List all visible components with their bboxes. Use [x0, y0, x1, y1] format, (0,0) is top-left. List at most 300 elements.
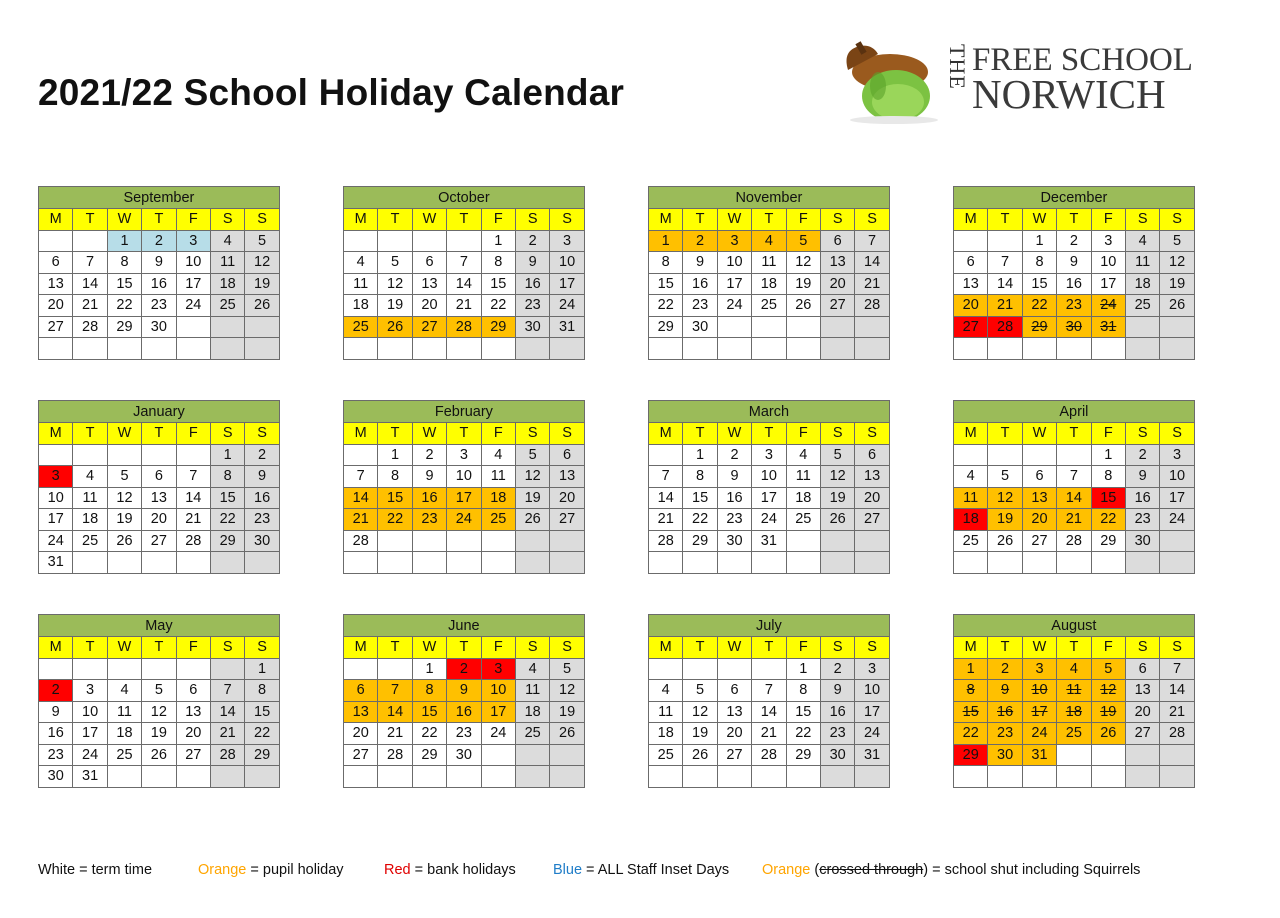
- day-cell: 18: [1125, 273, 1159, 295]
- day-cell: 19: [107, 509, 141, 531]
- day-cell: 13: [142, 487, 176, 509]
- empty-cell: [1022, 444, 1056, 466]
- day-cell: 27: [717, 744, 751, 766]
- week-row: [39, 252, 280, 274]
- day-cell: 11: [107, 701, 141, 723]
- day-cell: 26: [1091, 723, 1125, 745]
- week-row: [954, 658, 1195, 680]
- day-cell: 23: [1125, 509, 1159, 531]
- day-cell: 28: [1057, 530, 1091, 552]
- day-cell: 29: [1022, 316, 1056, 338]
- empty-cell: [954, 552, 988, 574]
- day-cell: 3: [73, 680, 107, 702]
- weekday-header: W: [107, 637, 141, 659]
- day-cell: 2: [245, 444, 279, 466]
- day-cell: 13: [1125, 680, 1159, 702]
- empty-cell: [176, 766, 210, 788]
- weekday-header: F: [481, 637, 515, 659]
- day-cell: 8: [107, 252, 141, 274]
- day-cell: 30: [39, 766, 73, 788]
- day-cell: 2: [447, 658, 481, 680]
- week-row: [649, 680, 890, 702]
- month-name: January: [39, 401, 280, 423]
- weekday-header: T: [142, 637, 176, 659]
- empty-cell: [550, 338, 584, 360]
- day-cell: 7: [176, 466, 210, 488]
- day-cell: 9: [820, 680, 854, 702]
- empty-cell: [1091, 338, 1125, 360]
- month-april: [953, 400, 1195, 574]
- empty-cell: [786, 316, 820, 338]
- weekday-header: T: [142, 423, 176, 445]
- day-cell: 29: [210, 530, 244, 552]
- empty-cell: [683, 552, 717, 574]
- day-cell: 16: [717, 487, 751, 509]
- day-cell: 26: [820, 509, 854, 531]
- day-cell: 10: [447, 466, 481, 488]
- empty-cell: [73, 552, 107, 574]
- day-cell: 7: [752, 680, 786, 702]
- weekday-header: T: [988, 637, 1022, 659]
- day-cell: 14: [649, 487, 683, 509]
- weekday-header: T: [988, 209, 1022, 231]
- weekday-header: S: [1160, 209, 1194, 231]
- day-cell: 2: [717, 444, 751, 466]
- day-cell: 8: [378, 466, 412, 488]
- day-cell: 10: [717, 252, 751, 274]
- weekday-header: F: [786, 423, 820, 445]
- day-cell: 18: [481, 487, 515, 509]
- week-row: [649, 766, 890, 788]
- empty-cell: [210, 766, 244, 788]
- empty-cell: [447, 230, 481, 252]
- empty-cell: [378, 530, 412, 552]
- weekday-header: S: [515, 637, 549, 659]
- day-cell: 19: [550, 701, 584, 723]
- empty-cell: [752, 552, 786, 574]
- weekday-header: T: [683, 637, 717, 659]
- day-cell: 26: [142, 744, 176, 766]
- weekday-header: T: [752, 423, 786, 445]
- empty-cell: [73, 338, 107, 360]
- week-row: [39, 230, 280, 252]
- day-cell: 31: [550, 316, 584, 338]
- empty-cell: [176, 338, 210, 360]
- empty-cell: [717, 552, 751, 574]
- day-cell: 20: [1022, 509, 1056, 531]
- day-cell: 24: [481, 723, 515, 745]
- empty-cell: [649, 552, 683, 574]
- week-row: [39, 723, 280, 745]
- month-october: [343, 186, 585, 360]
- legend-orange2-word: Orange: [762, 862, 811, 878]
- week-row: [954, 466, 1195, 488]
- month-name: April: [954, 401, 1195, 423]
- day-cell: 3: [176, 230, 210, 252]
- month-name: March: [649, 401, 890, 423]
- day-cell: 21: [1160, 701, 1194, 723]
- day-cell: 9: [1125, 466, 1159, 488]
- day-cell: 18: [344, 295, 378, 317]
- weekday-header: W: [107, 423, 141, 445]
- day-cell: 15: [107, 273, 141, 295]
- empty-cell: [855, 766, 889, 788]
- week-row: [649, 744, 890, 766]
- weekday-header: W: [412, 423, 446, 445]
- day-cell: 18: [73, 509, 107, 531]
- empty-cell: [550, 766, 584, 788]
- day-cell: 24: [176, 295, 210, 317]
- day-cell: 17: [855, 701, 889, 723]
- day-cell: 7: [988, 252, 1022, 274]
- empty-cell: [752, 316, 786, 338]
- empty-cell: [447, 552, 481, 574]
- empty-cell: [73, 658, 107, 680]
- day-cell: 19: [820, 487, 854, 509]
- day-cell: 17: [1022, 701, 1056, 723]
- weekday-header: T: [1057, 637, 1091, 659]
- day-cell: 22: [1022, 295, 1056, 317]
- day-cell: 12: [820, 466, 854, 488]
- weekday-header: W: [412, 209, 446, 231]
- day-cell: 29: [245, 744, 279, 766]
- day-cell: 27: [1022, 530, 1056, 552]
- logo-the-text: THE: [945, 44, 970, 90]
- empty-cell: [1160, 744, 1194, 766]
- empty-cell: [1057, 744, 1091, 766]
- week-row: [649, 466, 890, 488]
- empty-cell: [855, 338, 889, 360]
- month-name: December: [954, 187, 1195, 209]
- weekday-header: F: [176, 209, 210, 231]
- day-cell: 15: [378, 487, 412, 509]
- day-cell: 9: [447, 680, 481, 702]
- empty-cell: [717, 338, 751, 360]
- legend-open-paren: (: [810, 862, 820, 878]
- week-row: [954, 530, 1195, 552]
- week-row: [344, 252, 585, 274]
- day-cell: 20: [176, 723, 210, 745]
- day-cell: 20: [550, 487, 584, 509]
- day-cell: 30: [447, 744, 481, 766]
- day-cell: 18: [210, 273, 244, 295]
- empty-cell: [378, 338, 412, 360]
- empty-cell: [344, 444, 378, 466]
- empty-cell: [1125, 316, 1159, 338]
- month-january: [38, 400, 280, 574]
- day-cell: 26: [683, 744, 717, 766]
- acorn-icon: [838, 36, 1228, 126]
- day-cell: 8: [649, 252, 683, 274]
- day-cell: 1: [412, 658, 446, 680]
- week-row: [649, 273, 890, 295]
- week-row: [344, 316, 585, 338]
- day-cell: 27: [954, 316, 988, 338]
- day-cell: 24: [1022, 723, 1056, 745]
- day-cell: 2: [683, 230, 717, 252]
- empty-cell: [1057, 766, 1091, 788]
- day-cell: 18: [752, 273, 786, 295]
- day-cell: 12: [786, 252, 820, 274]
- weekday-header: S: [245, 209, 279, 231]
- weekday-header: F: [786, 209, 820, 231]
- month-name: August: [954, 615, 1195, 637]
- empty-cell: [1091, 744, 1125, 766]
- week-row: [954, 252, 1195, 274]
- empty-cell: [245, 552, 279, 574]
- day-cell: 5: [245, 230, 279, 252]
- weekday-header: S: [515, 209, 549, 231]
- weekday-header: F: [1091, 637, 1125, 659]
- empty-cell: [142, 552, 176, 574]
- empty-cell: [39, 338, 73, 360]
- day-cell: 6: [954, 252, 988, 274]
- day-cell: 14: [855, 252, 889, 274]
- day-cell: 22: [107, 295, 141, 317]
- week-row: [39, 701, 280, 723]
- day-cell: 2: [1125, 444, 1159, 466]
- week-row: [344, 273, 585, 295]
- empty-cell: [245, 338, 279, 360]
- day-cell: 13: [717, 701, 751, 723]
- legend-pupil-holiday: [198, 862, 384, 878]
- day-cell: 25: [73, 530, 107, 552]
- week-row: [954, 273, 1195, 295]
- day-cell: 20: [717, 723, 751, 745]
- day-cell: 11: [515, 680, 549, 702]
- empty-cell: [447, 766, 481, 788]
- weekday-header: S: [550, 209, 584, 231]
- day-cell: 26: [245, 295, 279, 317]
- day-cell: 7: [1057, 466, 1091, 488]
- empty-cell: [412, 766, 446, 788]
- empty-cell: [515, 338, 549, 360]
- weekday-header: M: [344, 637, 378, 659]
- day-cell: 28: [378, 744, 412, 766]
- day-cell: 15: [1091, 487, 1125, 509]
- empty-cell: [988, 230, 1022, 252]
- day-cell: 14: [73, 273, 107, 295]
- day-cell: 5: [142, 680, 176, 702]
- day-cell: 30: [988, 744, 1022, 766]
- empty-cell: [1125, 552, 1159, 574]
- empty-cell: [515, 766, 549, 788]
- empty-cell: [1125, 338, 1159, 360]
- week-row: [39, 273, 280, 295]
- weekday-header: T: [752, 209, 786, 231]
- week-row: [39, 295, 280, 317]
- week-row: [344, 466, 585, 488]
- day-cell: 16: [245, 487, 279, 509]
- empty-cell: [954, 230, 988, 252]
- day-cell: 6: [39, 252, 73, 274]
- weekday-header: F: [176, 637, 210, 659]
- day-cell: 19: [515, 487, 549, 509]
- day-cell: 10: [855, 680, 889, 702]
- day-cell: 11: [1057, 680, 1091, 702]
- day-cell: 16: [39, 723, 73, 745]
- day-cell: 5: [820, 444, 854, 466]
- empty-cell: [1160, 530, 1194, 552]
- week-row: [954, 766, 1195, 788]
- day-cell: 11: [649, 701, 683, 723]
- weekday-header: T: [378, 637, 412, 659]
- empty-cell: [649, 766, 683, 788]
- weekday-header: F: [1091, 423, 1125, 445]
- weekday-header: S: [245, 637, 279, 659]
- day-cell: 3: [855, 658, 889, 680]
- week-row: [649, 252, 890, 274]
- weekday-header: T: [1057, 423, 1091, 445]
- day-cell: 3: [717, 230, 751, 252]
- weekday-header: S: [1160, 423, 1194, 445]
- empty-cell: [954, 338, 988, 360]
- day-cell: 3: [39, 466, 73, 488]
- week-row: [344, 530, 585, 552]
- day-cell: 6: [550, 444, 584, 466]
- day-cell: 25: [210, 295, 244, 317]
- day-cell: 16: [515, 273, 549, 295]
- week-row: [954, 444, 1195, 466]
- day-cell: 7: [210, 680, 244, 702]
- day-cell: 7: [73, 252, 107, 274]
- day-cell: 14: [447, 273, 481, 295]
- empty-cell: [683, 658, 717, 680]
- week-row: [344, 509, 585, 531]
- day-cell: 13: [344, 701, 378, 723]
- day-cell: 16: [142, 273, 176, 295]
- day-cell: 21: [649, 509, 683, 531]
- empty-cell: [786, 530, 820, 552]
- day-cell: 16: [988, 701, 1022, 723]
- day-cell: 13: [820, 252, 854, 274]
- day-cell: 4: [73, 466, 107, 488]
- day-cell: 13: [176, 701, 210, 723]
- weekday-header: T: [752, 637, 786, 659]
- empty-cell: [378, 766, 412, 788]
- empty-cell: [954, 444, 988, 466]
- legend-red-text: = bank holidays: [410, 862, 516, 878]
- day-cell: 28: [752, 744, 786, 766]
- day-cell: 18: [954, 509, 988, 531]
- weekday-header: S: [550, 637, 584, 659]
- empty-cell: [344, 338, 378, 360]
- week-row: [954, 338, 1195, 360]
- day-cell: 12: [1091, 680, 1125, 702]
- day-cell: 4: [515, 658, 549, 680]
- weekday-header: W: [1022, 423, 1056, 445]
- day-cell: 10: [1022, 680, 1056, 702]
- day-cell: 27: [412, 316, 446, 338]
- week-row: [649, 444, 890, 466]
- day-cell: 5: [515, 444, 549, 466]
- empty-cell: [820, 530, 854, 552]
- day-cell: 19: [378, 295, 412, 317]
- weekday-header: T: [447, 209, 481, 231]
- day-cell: 29: [683, 530, 717, 552]
- day-cell: 21: [447, 295, 481, 317]
- empty-cell: [107, 552, 141, 574]
- empty-cell: [73, 444, 107, 466]
- page-title: 2021/22 School Holiday Calendar: [38, 72, 625, 113]
- day-cell: 20: [1125, 701, 1159, 723]
- week-row: [649, 230, 890, 252]
- empty-cell: [1160, 338, 1194, 360]
- weekday-header: M: [649, 209, 683, 231]
- day-cell: 28: [1160, 723, 1194, 745]
- weekday-header: T: [73, 637, 107, 659]
- weekday-header: M: [39, 209, 73, 231]
- day-cell: 20: [820, 273, 854, 295]
- day-cell: 7: [378, 680, 412, 702]
- empty-cell: [142, 338, 176, 360]
- empty-cell: [378, 230, 412, 252]
- weekday-header: F: [481, 209, 515, 231]
- day-cell: 8: [481, 252, 515, 274]
- day-cell: 11: [344, 273, 378, 295]
- day-cell: 10: [73, 701, 107, 723]
- day-cell: 21: [344, 509, 378, 531]
- day-cell: 4: [481, 444, 515, 466]
- day-cell: 27: [820, 295, 854, 317]
- day-cell: 27: [344, 744, 378, 766]
- day-cell: 12: [550, 680, 584, 702]
- day-cell: 16: [412, 487, 446, 509]
- weekday-header: S: [210, 637, 244, 659]
- day-cell: 25: [515, 723, 549, 745]
- empty-cell: [210, 338, 244, 360]
- week-row: [649, 530, 890, 552]
- day-cell: 25: [344, 316, 378, 338]
- weekday-header: M: [954, 423, 988, 445]
- day-cell: 30: [515, 316, 549, 338]
- day-cell: 14: [988, 273, 1022, 295]
- week-row: [39, 658, 280, 680]
- empty-cell: [245, 766, 279, 788]
- empty-cell: [550, 552, 584, 574]
- week-row: [39, 766, 280, 788]
- weekday-header: M: [344, 209, 378, 231]
- day-cell: 11: [954, 487, 988, 509]
- day-cell: 16: [1125, 487, 1159, 509]
- empty-cell: [1022, 338, 1056, 360]
- week-row: [344, 658, 585, 680]
- day-cell: 8: [412, 680, 446, 702]
- day-cell: 12: [683, 701, 717, 723]
- day-cell: 15: [649, 273, 683, 295]
- weekday-header: M: [344, 423, 378, 445]
- empty-cell: [107, 338, 141, 360]
- day-cell: 17: [176, 273, 210, 295]
- weekday-header: S: [1125, 209, 1159, 231]
- empty-cell: [683, 338, 717, 360]
- day-cell: 18: [1057, 701, 1091, 723]
- empty-cell: [820, 338, 854, 360]
- empty-cell: [752, 338, 786, 360]
- week-row: [954, 552, 1195, 574]
- day-cell: 29: [786, 744, 820, 766]
- day-cell: 21: [855, 273, 889, 295]
- day-cell: 12: [1160, 252, 1194, 274]
- day-cell: 24: [752, 509, 786, 531]
- empty-cell: [649, 338, 683, 360]
- empty-cell: [107, 444, 141, 466]
- day-cell: 3: [1091, 230, 1125, 252]
- empty-cell: [39, 444, 73, 466]
- day-cell: 17: [1091, 273, 1125, 295]
- day-cell: 30: [683, 316, 717, 338]
- day-cell: 17: [717, 273, 751, 295]
